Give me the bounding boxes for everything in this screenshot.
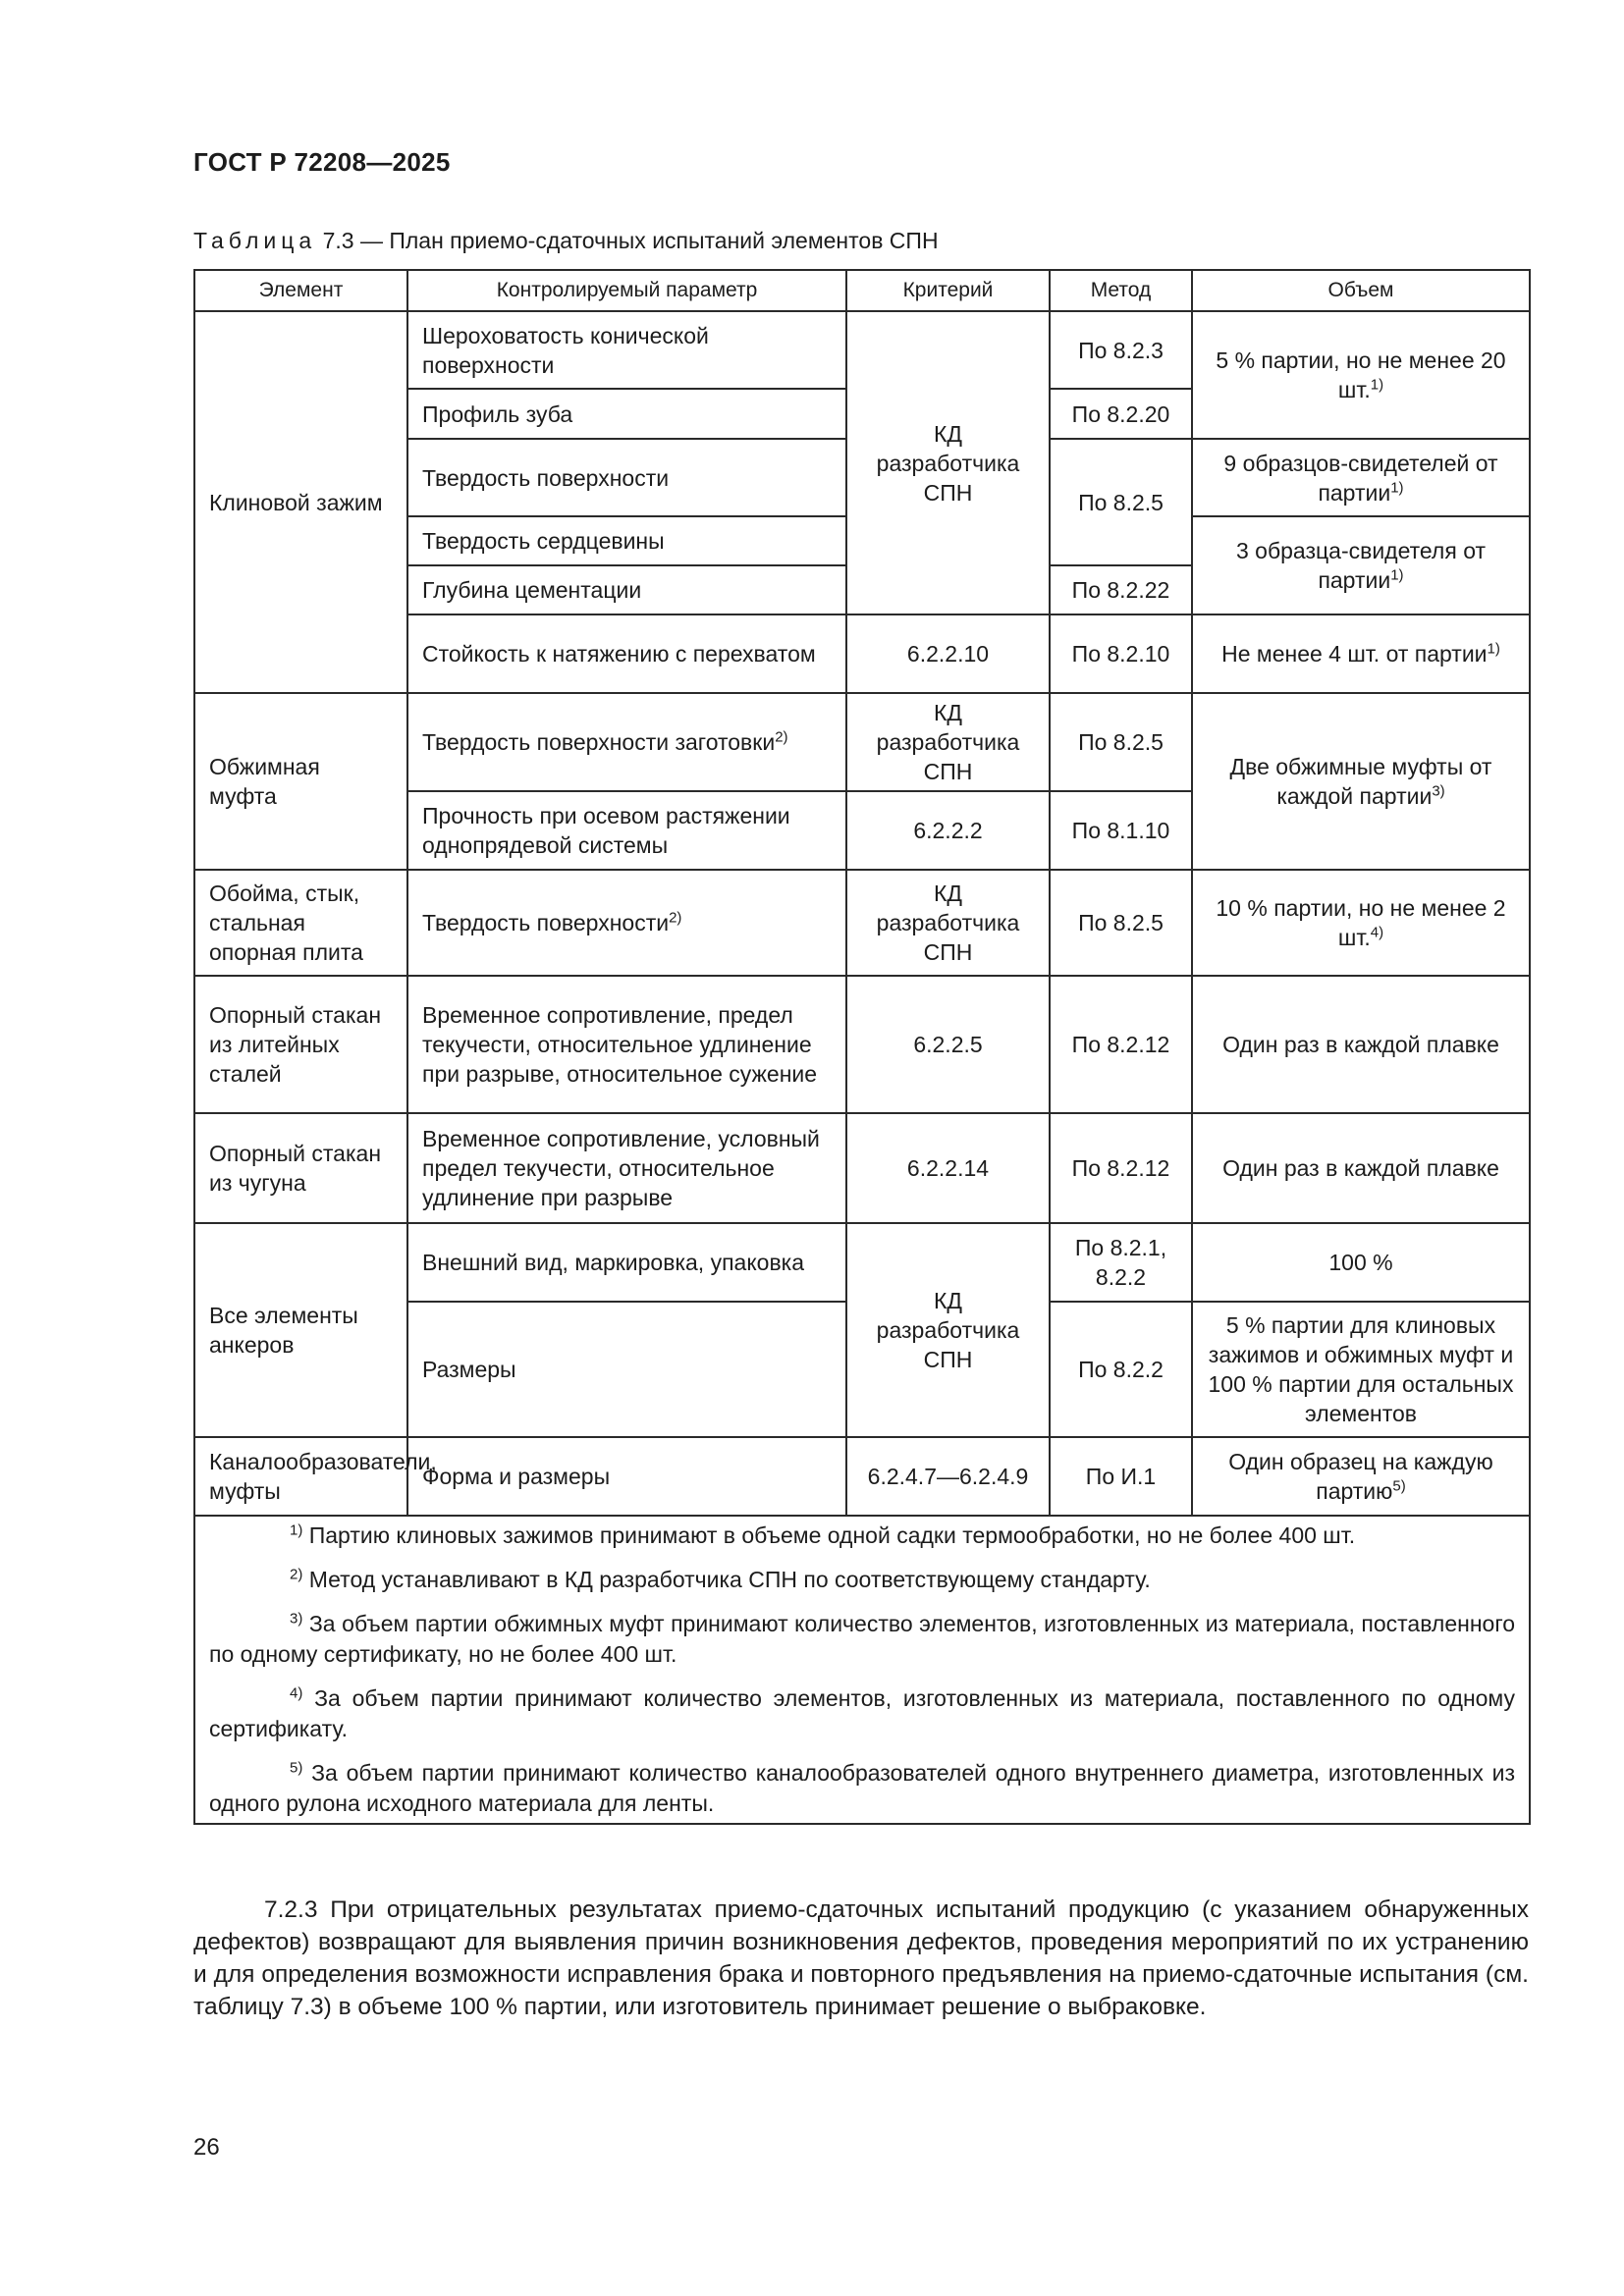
element-cell: Обжимная муфта <box>194 693 407 870</box>
method-cell: По 8.2.12 <box>1050 976 1192 1113</box>
table-header-row <box>194 270 1530 311</box>
footnote-ref: 1) <box>1390 478 1404 496</box>
footnote <box>209 1609 1515 1670</box>
table-row <box>194 976 1530 1113</box>
element-cell: Опорный стакан из литейных сталей <box>194 976 407 1113</box>
param-text: Твердость поверхности заготовки <box>422 729 776 755</box>
param-cell: Профиль зуба <box>407 389 846 439</box>
element-cell: Обойма, стык, стальная опорная плита <box>194 870 407 976</box>
param-cell: Шероховатость конической поверхности <box>407 311 846 389</box>
criterion-cell: КД разработчика СПН <box>846 870 1050 976</box>
volume-cell: 5 % партии для клиновых зажимов и обжимных муфт и 100 % партии для остальных элементов <box>1192 1302 1530 1437</box>
criterion-cell: 6.2.2.14 <box>846 1113 1050 1223</box>
method-cell: По 8.2.2 <box>1050 1302 1192 1437</box>
volume-text: 5 % партии, но не менее 20 шт. <box>1216 347 1506 402</box>
param-cell: Временное сопротивление, условный предел текучести, относительное удлинение при разрыве <box>407 1113 846 1223</box>
footnote-ref: 1) <box>1390 566 1404 584</box>
param-cell <box>407 870 846 976</box>
param-cell: Твердость сердцевины <box>407 516 846 565</box>
footnote-text: За объем партии обжимных муфт принимают количество элементов, изготовленных из материала, поставленного по одному сертификату, но не более 400 шт. <box>209 1611 1515 1667</box>
footnote-text: Метод устанавливают в КД разработчика СПН по соответствующему стандарту. <box>308 1567 1151 1592</box>
footnote-mark: 5) <box>290 1759 303 1777</box>
footnote <box>209 1683 1515 1744</box>
footnote-text: За объем партии принимают количество каналообразователей одного внутреннего диаметра, изготовленных из одного рулона исходного материала для ленты. <box>209 1760 1516 1816</box>
volume-cell: 100 % <box>1192 1223 1530 1302</box>
footnote <box>209 1758 1515 1819</box>
clause-7-2-3: 7.2.3 При отрицательных результатах приемо-сдаточных испытаний продукцию (с указанием обнаруженных дефектов) возвращают для выявления причин возникновения дефектов, проведения мероприятий по их устранению и для определения возможности исправления брака и повторного предъявления на приемо-сдаточные испытания (см. таблицу 7.3) в объеме 100 % партии, или изготовитель принимает решение о выбраковке. <box>193 1896 1529 2020</box>
criterion-cell: 6.2.4.7—6.2.4.9 <box>846 1437 1050 1516</box>
column-header: Критерий <box>846 270 1050 311</box>
volume-text: Две обжимные муфты от каждой партии <box>1229 754 1492 809</box>
footnote-ref: 1) <box>1370 376 1384 394</box>
table-row <box>194 870 1530 976</box>
column-header: Элемент <box>194 270 407 311</box>
volume-text: 10 % партии, но не менее 2 шт. <box>1216 895 1506 950</box>
param-text: Твердость поверхности <box>422 910 670 935</box>
table-row <box>194 693 1530 791</box>
footnote-mark: 2) <box>290 1566 303 1583</box>
column-header: Метод <box>1050 270 1192 311</box>
document-header: ГОСТ Р 72208—2025 <box>193 147 451 177</box>
footnote-ref: 3) <box>1432 782 1445 800</box>
volume-cell <box>1192 614 1530 693</box>
footnote-text: Партию клиновых зажимов принимают в объеме одной садки термообработки, но не более 400 шт. <box>308 1522 1356 1548</box>
criterion-cell: КД разработчика СПН <box>846 693 1050 791</box>
element-cell: Каналообразователи, муфты <box>194 1437 407 1516</box>
footnote <box>209 1565 1515 1595</box>
volume-cell: Один раз в каждой плавке <box>1192 1113 1530 1223</box>
param-cell: Размеры <box>407 1302 846 1437</box>
table-row <box>194 1437 1530 1516</box>
param-cell: Временное сопротивление, предел текучести, относительное удлинение при разрыве, относительное сужение <box>407 976 846 1113</box>
element-cell: Клиновой зажим <box>194 311 407 693</box>
param-cell: Внешний вид, маркировка, упаковка <box>407 1223 846 1302</box>
footnote-ref: 4) <box>1370 924 1384 941</box>
criterion-cell: КД разработчика СПН <box>846 1223 1050 1437</box>
volume-cell <box>1192 870 1530 976</box>
param-cell: Форма и размеры <box>407 1437 846 1516</box>
table-caption <box>193 228 939 254</box>
param-cell: Твердость поверхности <box>407 439 846 516</box>
element-cell: Все элементы анкеров <box>194 1223 407 1437</box>
volume-cell <box>1192 693 1530 870</box>
table-notes <box>194 1516 1530 1824</box>
volume-text: Не менее 4 шт. от партии <box>1221 641 1488 667</box>
table-caption-text: 7.3 — План приемо-сдаточных испытаний элементов СПН <box>322 228 939 253</box>
footnote-mark: 1) <box>290 1522 303 1539</box>
volume-cell <box>1192 516 1530 614</box>
method-cell: По 8.2.20 <box>1050 389 1192 439</box>
volume-text: Один образец на каждую партию <box>1228 1449 1493 1504</box>
criterion-cell: 6.2.2.2 <box>846 791 1050 870</box>
table-row <box>194 1223 1530 1302</box>
footnote-ref: 1) <box>1487 640 1500 658</box>
column-header: Контролируемый параметр <box>407 270 846 311</box>
acceptance-test-table <box>193 269 1531 1825</box>
footnote-ref: 2) <box>669 909 682 927</box>
volume-cell <box>1192 439 1530 516</box>
column-header: Объем <box>1192 270 1530 311</box>
method-cell: По 8.2.12 <box>1050 1113 1192 1223</box>
footnote-ref: 5) <box>1392 1477 1406 1495</box>
param-cell: Стойкость к натяжению с перехватом <box>407 614 846 693</box>
volume-cell: Один раз в каждой плавке <box>1192 976 1530 1113</box>
footnote-ref: 2) <box>775 728 788 746</box>
method-cell: По 8.2.3 <box>1050 311 1192 389</box>
criterion-cell: 6.2.2.5 <box>846 976 1050 1113</box>
table-row <box>194 311 1530 389</box>
method-cell: По 8.2.5 <box>1050 439 1192 565</box>
volume-text: 9 образцов-свидетелей от партии <box>1223 450 1498 506</box>
volume-text: 3 образца-свидетеля от партии <box>1235 538 1487 593</box>
method-cell: По 8.2.5 <box>1050 870 1192 976</box>
method-cell: По 8.2.5 <box>1050 693 1192 791</box>
param-cell: Прочность при осевом растяжении однопрядевой системы <box>407 791 846 870</box>
param-cell <box>407 693 846 791</box>
table-notes-row <box>194 1516 1530 1824</box>
method-cell: По 8.2.1, 8.2.2 <box>1050 1223 1192 1302</box>
footnote-mark: 4) <box>290 1684 303 1702</box>
footnote-mark: 3) <box>290 1610 303 1628</box>
page-number: 26 <box>193 2134 220 2161</box>
volume-cell <box>1192 311 1530 439</box>
method-cell: По И.1 <box>1050 1437 1192 1516</box>
criterion-cell: 6.2.2.10 <box>846 614 1050 693</box>
method-cell: По 8.1.10 <box>1050 791 1192 870</box>
param-cell: Глубина цементации <box>407 565 846 614</box>
element-cell: Опорный стакан из чугуна <box>194 1113 407 1223</box>
footnote <box>209 1521 1515 1551</box>
method-cell: По 8.2.22 <box>1050 565 1192 614</box>
table-row <box>194 1113 1530 1223</box>
method-cell: По 8.2.10 <box>1050 614 1192 693</box>
volume-cell <box>1192 1437 1530 1516</box>
footnote-text: За объем партии принимают количество элементов, изготовленных из материала, поставленного по одному сертификату. <box>209 1685 1516 1741</box>
criterion-cell: КД разработчика СПН <box>846 311 1050 614</box>
table-caption-label: Таблица <box>193 228 317 253</box>
